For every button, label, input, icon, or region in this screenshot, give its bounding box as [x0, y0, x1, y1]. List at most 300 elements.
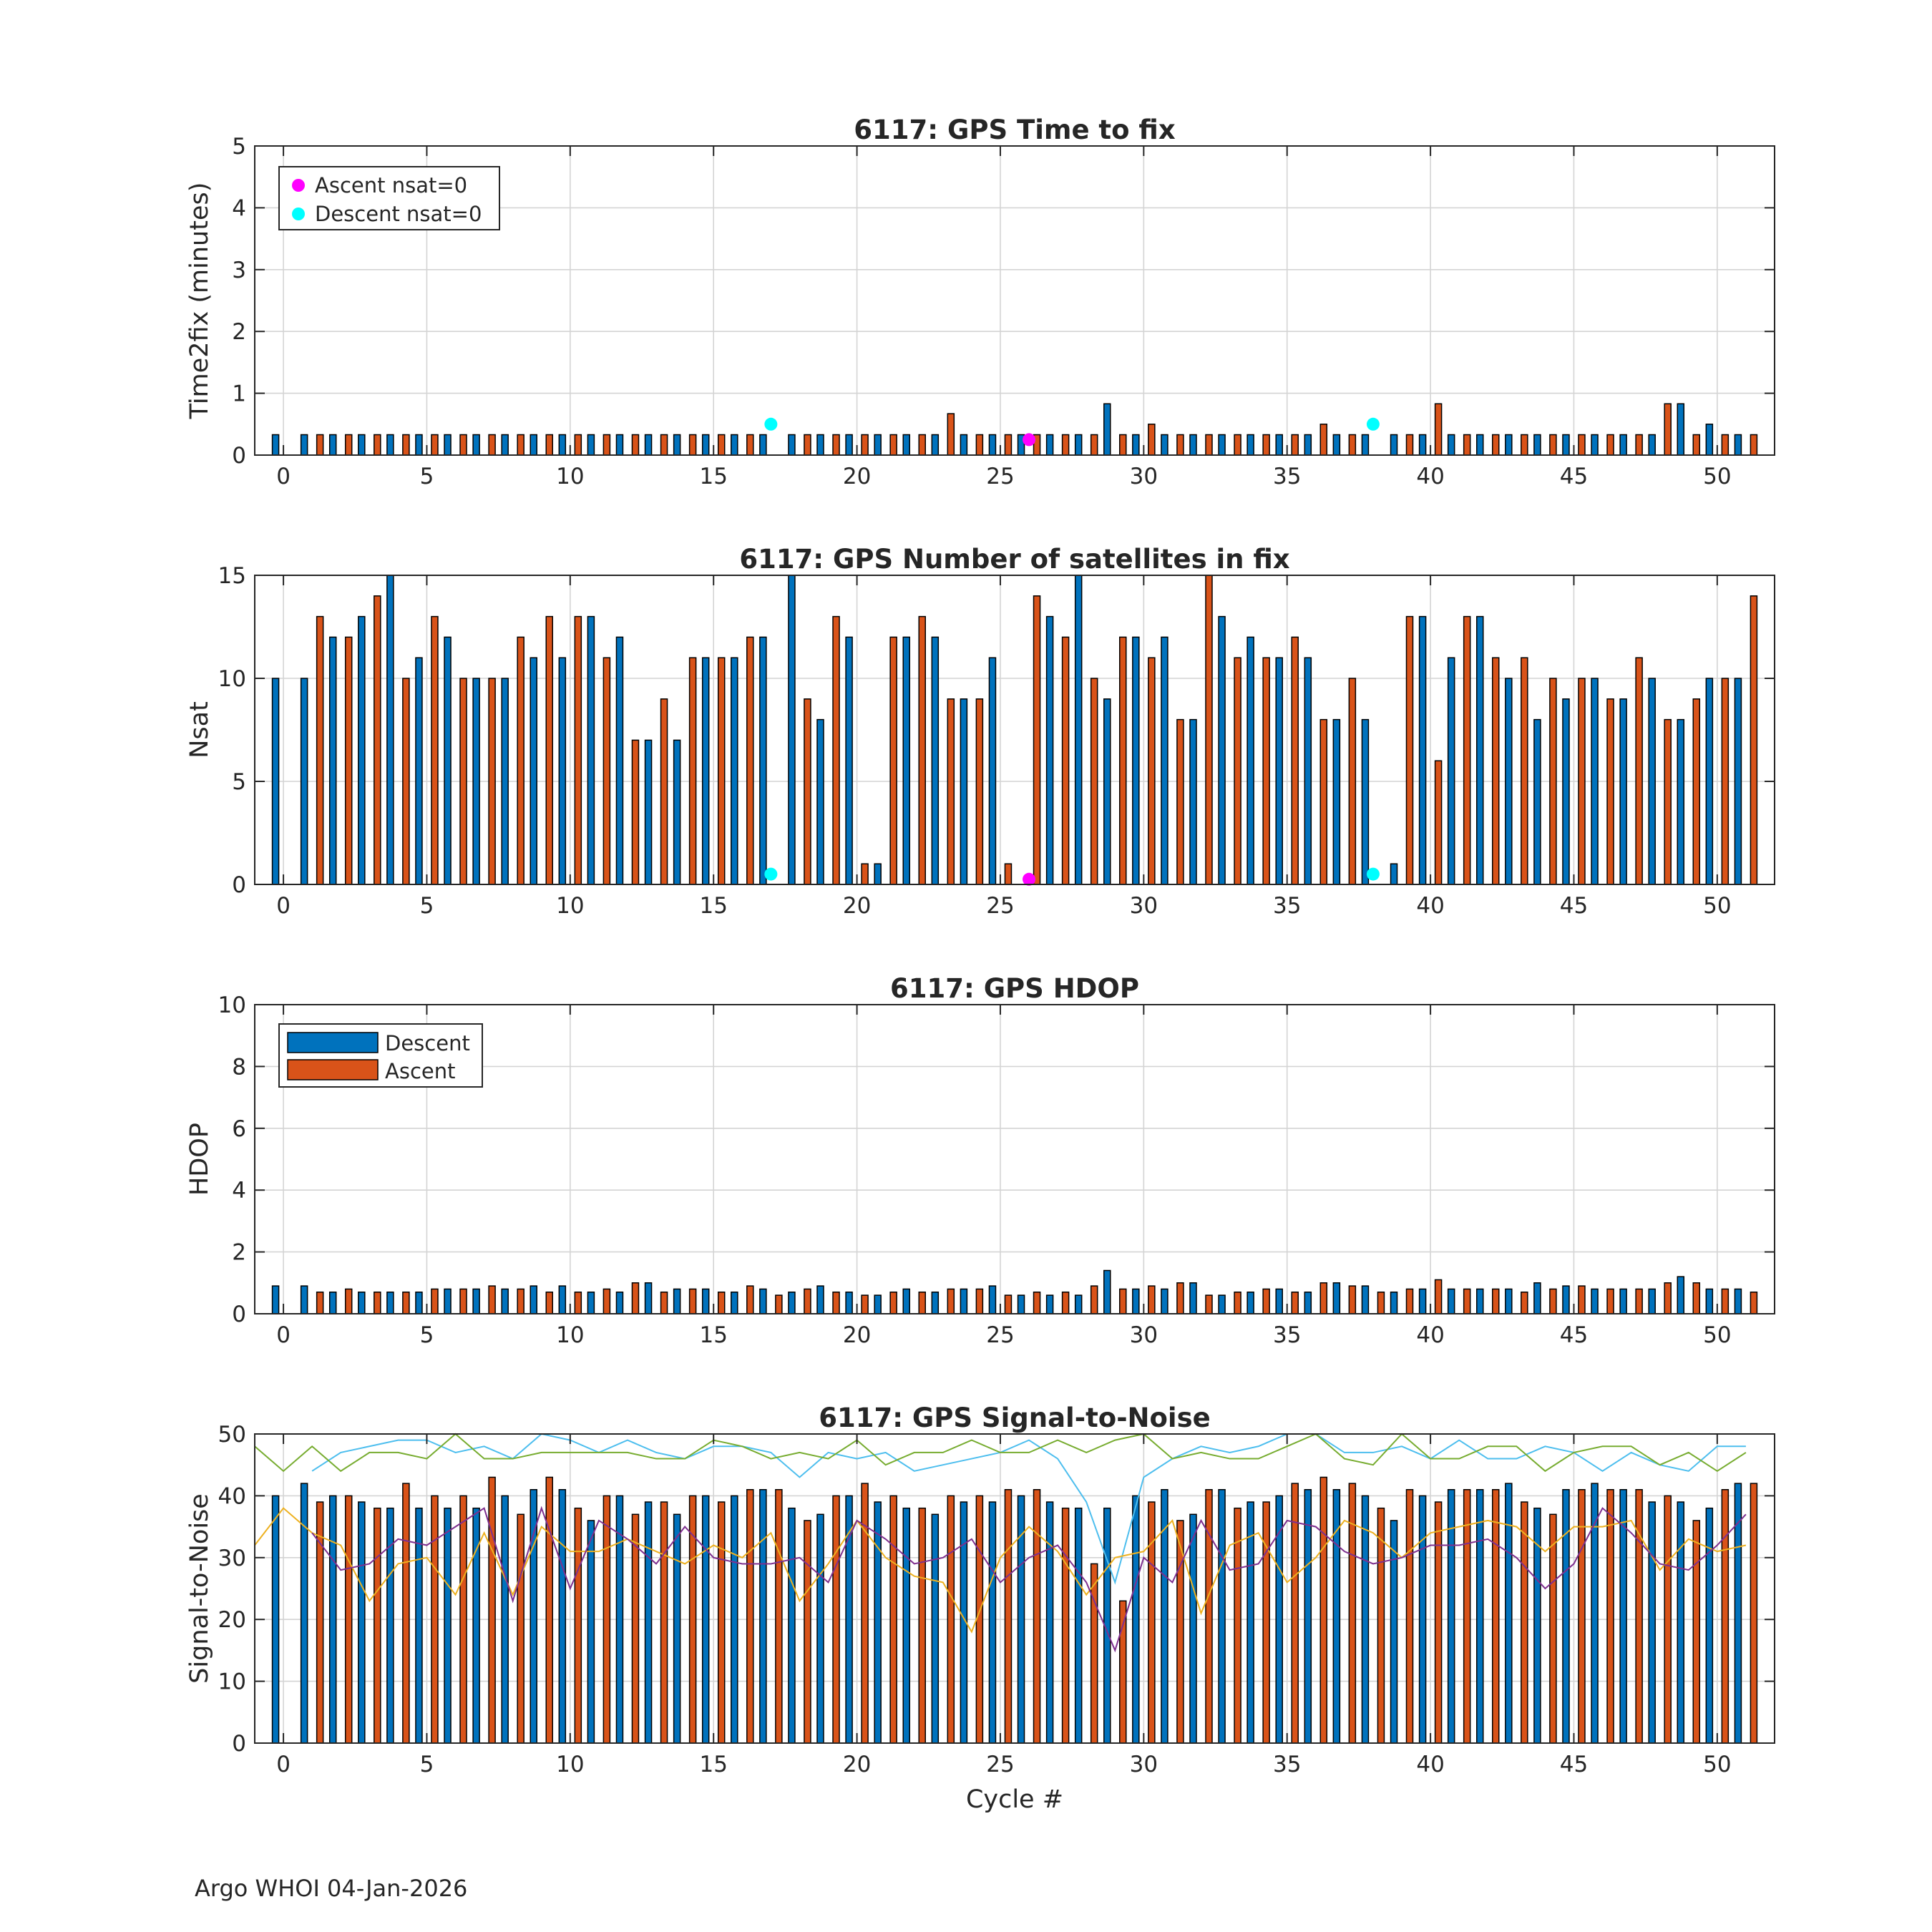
x-tick-label: 0 [276, 464, 291, 489]
bar-ascent-50 [1722, 1289, 1728, 1314]
bar-descent-19 [817, 720, 824, 884]
bar-ascent-32 [1206, 575, 1212, 884]
bar-ascent-13 [661, 699, 668, 884]
y-tick-label: 40 [218, 1483, 246, 1510]
x-tick-label: 20 [842, 464, 872, 489]
bar-ascent-5 [431, 434, 438, 455]
bar-ascent-10 [575, 434, 581, 455]
legend-hdop [279, 1024, 482, 1087]
bar-descent-2 [330, 434, 336, 455]
bar-descent-33 [1219, 1490, 1225, 1743]
bar-descent-13 [645, 740, 652, 884]
bar-descent-8 [502, 678, 508, 884]
bar-descent-6 [444, 637, 451, 884]
legend-label-ascent-nsat0: Ascent nsat=0 [315, 173, 468, 197]
bar-ascent-16 [747, 637, 753, 884]
bar-descent-28 [1075, 1295, 1082, 1314]
bar-descent-6 [444, 1289, 451, 1314]
bar-ascent-8 [517, 1289, 524, 1314]
bar-descent-50 [1706, 1508, 1712, 1743]
bar-ascent-47 [1636, 1490, 1642, 1743]
x-tick-label: 30 [1129, 1752, 1158, 1777]
bar-descent-31 [1161, 1289, 1168, 1314]
bar-descent-28 [1075, 434, 1082, 455]
bar-descent-34 [1247, 637, 1254, 884]
bar-descent-45 [1563, 434, 1569, 455]
bar-ascent-21 [890, 1292, 897, 1314]
bar-descent-32 [1190, 720, 1196, 884]
x-tick-label: 35 [1272, 1322, 1302, 1348]
bar-ascent-36 [1320, 720, 1327, 884]
bar-descent-15 [703, 1289, 709, 1314]
bar-ascent-30 [1148, 424, 1155, 455]
bar-ascent-25 [1005, 434, 1011, 455]
chart-title-hdop: 6117: GPS HDOP [890, 973, 1139, 1004]
x-tick-label: 30 [1129, 1322, 1158, 1348]
bar-ascent-39 [1407, 617, 1413, 884]
bar-descent-40 [1420, 1289, 1426, 1314]
bar-ascent-20 [862, 864, 868, 884]
legend-time-to-fix [279, 167, 499, 230]
bar-descent-7 [473, 1289, 479, 1314]
bar-descent-35 [1276, 658, 1282, 884]
x-tick-label: 5 [419, 1752, 434, 1777]
bar-descent-41 [1448, 434, 1455, 455]
bar-descent-10 [559, 1490, 565, 1743]
bar-ascent-13 [661, 1292, 668, 1314]
bar-descent-39 [1391, 864, 1397, 884]
bar-descent-11 [587, 617, 594, 884]
y-tick-label: 4 [232, 1178, 246, 1204]
bar-descent-10 [559, 658, 565, 884]
bar-descent-51 [1735, 1289, 1741, 1314]
bar-descent-22 [903, 637, 909, 884]
bar-ascent-48 [1664, 404, 1671, 455]
bar-ascent-50 [1722, 1490, 1728, 1743]
bar-descent-41 [1448, 658, 1455, 884]
bar-ascent-8 [517, 434, 524, 455]
bar-descent-8 [502, 1496, 508, 1743]
bar-descent-1 [301, 434, 308, 455]
x-tick-label: 5 [419, 464, 434, 489]
bar-descent-21 [874, 1502, 881, 1743]
bar-descent-51 [1735, 434, 1741, 455]
bar-ascent-46 [1607, 699, 1614, 884]
bar-descent-32 [1190, 1283, 1196, 1314]
bar-ascent-25 [1005, 864, 1011, 884]
bar-ascent-41 [1464, 617, 1470, 884]
x-tick-label: 0 [276, 1752, 291, 1777]
bar-descent-42 [1477, 617, 1483, 884]
bar-ascent-42 [1493, 1289, 1499, 1314]
bar-descent-38 [1362, 1286, 1368, 1314]
bar-ascent-4 [403, 678, 409, 884]
bar-descent-50 [1706, 678, 1712, 884]
bar-ascent-44 [1550, 1289, 1556, 1314]
bar-descent-43 [1506, 1289, 1512, 1314]
bar-descent-12 [616, 637, 623, 884]
bar-descent-29 [1104, 1271, 1111, 1314]
marker-descent-nsat0-17 [764, 868, 777, 881]
bar-ascent-3 [374, 596, 381, 884]
bar-ascent-16 [747, 1490, 753, 1743]
bar-ascent-14 [690, 658, 696, 884]
bar-ascent-44 [1550, 678, 1556, 884]
bar-ascent-23 [947, 414, 954, 455]
bar-descent-17 [760, 434, 766, 455]
bar-descent-3 [358, 617, 365, 884]
y-tick-label: 0 [232, 443, 246, 469]
bar-ascent-10 [575, 1508, 581, 1743]
bar-descent-45 [1563, 1286, 1569, 1314]
bar-descent-45 [1563, 1490, 1569, 1743]
bar-ascent-22 [919, 434, 925, 455]
legend-swatch-ascent [288, 1060, 378, 1080]
bar-ascent-24 [976, 1496, 982, 1743]
y-tick-label: 20 [218, 1607, 246, 1634]
bar-descent-23 [932, 434, 938, 455]
bar-descent-43 [1506, 678, 1512, 884]
x-tick-label: 25 [986, 893, 1015, 919]
y-tick-label: 50 [218, 1422, 246, 1448]
bar-descent-51 [1735, 678, 1741, 884]
bar-ascent-43 [1521, 658, 1528, 884]
bar-descent-48 [1649, 678, 1655, 884]
bar-descent-4 [387, 434, 394, 455]
bar-descent-38 [1362, 434, 1368, 455]
bar-descent-40 [1420, 434, 1426, 455]
bar-ascent-28 [1091, 1286, 1098, 1314]
bar-ascent-27 [1063, 434, 1069, 455]
bar-descent-17 [760, 1490, 766, 1743]
bar-ascent-30 [1148, 1286, 1155, 1314]
bar-ascent-24 [976, 699, 982, 884]
bar-ascent-26 [1034, 596, 1040, 884]
y-tick-label: 5 [232, 134, 246, 160]
bar-descent-23 [932, 637, 938, 884]
bar-descent-8 [502, 434, 508, 455]
bar-ascent-2 [346, 1496, 352, 1743]
x-tick-label: 35 [1272, 1752, 1302, 1777]
x-tick-label: 5 [419, 1322, 434, 1348]
bar-descent-13 [645, 1502, 652, 1743]
bar-ascent-16 [747, 1286, 753, 1314]
bar-descent-7 [473, 678, 479, 884]
bar-descent-36 [1304, 658, 1311, 884]
bar-ascent-19 [833, 617, 839, 884]
bar-ascent-20 [862, 1295, 868, 1314]
bar-ascent-22 [919, 1292, 925, 1314]
bar-descent-16 [731, 434, 738, 455]
bar-ascent-15 [718, 1292, 725, 1314]
bar-ascent-19 [833, 434, 839, 455]
bar-descent-10 [559, 434, 565, 455]
bar-ascent-17 [776, 1490, 782, 1743]
bar-ascent-12 [632, 434, 638, 455]
y-tick-label: 0 [232, 1731, 246, 1757]
x-tick-label: 50 [1703, 464, 1732, 489]
bar-ascent-42 [1493, 434, 1499, 455]
bar-ascent-6 [460, 1496, 467, 1743]
bar-descent-27 [1047, 1295, 1053, 1314]
bar-descent-48 [1649, 1289, 1655, 1314]
x-tick-label: 5 [419, 893, 434, 919]
bar-ascent-12 [632, 1283, 638, 1314]
bar-ascent-32 [1206, 1295, 1212, 1314]
bar-ascent-12 [632, 740, 638, 884]
y-tick-label: 6 [232, 1116, 246, 1142]
bar-descent-31 [1161, 434, 1168, 455]
bar-descent-13 [645, 434, 652, 455]
bar-ascent-19 [833, 1292, 839, 1314]
bar-descent-48 [1649, 1502, 1655, 1743]
bar-descent-19 [817, 1514, 824, 1743]
bar-descent-37 [1333, 720, 1340, 884]
y-tick-label: 2 [232, 1239, 246, 1266]
bar-ascent-35 [1292, 1292, 1298, 1314]
bar-ascent-50 [1722, 434, 1728, 455]
bar-descent-7 [473, 434, 479, 455]
y-tick-label: 0 [232, 872, 246, 898]
bar-ascent-20 [862, 1483, 868, 1743]
bar-descent-31 [1161, 637, 1168, 884]
bar-descent-28 [1075, 575, 1082, 884]
bar-descent-22 [903, 1289, 909, 1314]
bar-descent-49 [1677, 1277, 1684, 1314]
bar-descent-27 [1047, 617, 1053, 884]
marker-descent-nsat0-38 [1367, 418, 1380, 431]
bar-ascent-2 [346, 637, 352, 884]
bar-descent-21 [874, 864, 881, 884]
bar-ascent-18 [804, 699, 811, 884]
bar-descent-19 [817, 1286, 824, 1314]
bar-ascent-1 [317, 1292, 323, 1314]
bar-descent-3 [358, 434, 365, 455]
bar-ascent-30 [1148, 658, 1155, 884]
bar-ascent-15 [718, 658, 725, 884]
bar-descent-24 [960, 434, 967, 455]
bar-descent-48 [1649, 434, 1655, 455]
bar-ascent-4 [403, 1483, 409, 1743]
bar-descent-2 [330, 1496, 336, 1743]
bar-ascent-41 [1464, 434, 1470, 455]
y-tick-label: 10 [218, 1669, 246, 1695]
x-tick-label: 35 [1272, 893, 1302, 919]
footer-credit: Argo WHOI 04-Jan-2026 [195, 1875, 468, 1902]
bar-ascent-28 [1091, 678, 1098, 884]
bar-ascent-35 [1292, 637, 1298, 884]
x-tick-label: 40 [1416, 1322, 1445, 1348]
bar-ascent-15 [718, 434, 725, 455]
bar-ascent-1 [317, 1502, 323, 1743]
bar-descent-29 [1104, 404, 1111, 455]
bar-ascent-9 [546, 617, 552, 884]
bar-ascent-50 [1722, 678, 1728, 884]
bar-ascent-8 [517, 637, 524, 884]
bar-ascent-27 [1063, 637, 1069, 884]
legend-label-descent: Descent [385, 1031, 470, 1055]
bar-ascent-40 [1435, 404, 1442, 455]
x-tick-label: 25 [986, 1752, 1015, 1777]
bar-descent-1 [301, 1286, 308, 1314]
bar-descent-34 [1247, 434, 1254, 455]
bar-descent-14 [674, 740, 680, 884]
bar-ascent-13 [661, 1502, 668, 1743]
bar-ascent-45 [1579, 1490, 1585, 1743]
bar-ascent-18 [804, 1521, 811, 1743]
marker-ascent-nsat0-26 [1023, 433, 1035, 446]
bar-descent-20 [846, 637, 852, 884]
bar-ascent-21 [890, 637, 897, 884]
x-tick-label: 10 [556, 1752, 585, 1777]
bar-ascent-44 [1550, 1514, 1556, 1743]
bar-descent-26 [1018, 1295, 1025, 1314]
bar-descent-23 [932, 1514, 938, 1743]
bar-ascent-1 [317, 617, 323, 884]
bar-ascent-51 [1750, 596, 1757, 884]
bar-descent-17 [760, 637, 766, 884]
bar-descent-11 [587, 434, 594, 455]
bar-descent-6 [444, 434, 451, 455]
bar-descent-31 [1161, 1490, 1168, 1743]
bar-descent-41 [1448, 1289, 1455, 1314]
bar-ascent-11 [603, 434, 610, 455]
bar-descent-12 [616, 434, 623, 455]
bar-descent-5 [416, 1292, 422, 1314]
bar-descent-25 [989, 434, 995, 455]
bar-descent-33 [1219, 1295, 1225, 1314]
bar-descent-15 [703, 434, 709, 455]
x-tick-label: 15 [699, 1752, 728, 1777]
bar-ascent-35 [1292, 434, 1298, 455]
bar-ascent-7 [489, 678, 495, 884]
bar-ascent-19 [833, 1496, 839, 1743]
bar-descent-5 [416, 658, 422, 884]
bar-ascent-5 [431, 1289, 438, 1314]
bar-descent-14 [674, 1289, 680, 1314]
bar-ascent-31 [1177, 434, 1184, 455]
x-tick-label: 45 [1559, 1752, 1589, 1777]
bar-ascent-25 [1005, 1490, 1011, 1743]
y-tick-label: 0 [232, 1302, 246, 1327]
bar-descent-0 [273, 434, 279, 455]
bar-ascent-22 [919, 1508, 925, 1743]
bar-ascent-33 [1234, 658, 1241, 884]
bar-descent-25 [989, 1286, 995, 1314]
x-tick-label: 15 [699, 464, 728, 489]
bar-descent-18 [789, 434, 795, 455]
x-tick-label: 20 [842, 893, 872, 919]
bar-ascent-45 [1579, 1286, 1585, 1314]
x-tick-label: 50 [1703, 1322, 1732, 1348]
bar-descent-0 [273, 678, 279, 884]
bar-descent-36 [1304, 1292, 1311, 1314]
x-tick-label: 10 [556, 464, 585, 489]
bar-ascent-26 [1034, 1292, 1040, 1314]
bar-ascent-27 [1063, 1508, 1069, 1743]
bar-descent-43 [1506, 434, 1512, 455]
bar-ascent-47 [1636, 434, 1642, 455]
y-axis-label-snr: Signal-to-Noise [185, 1493, 214, 1684]
y-tick-label: 10 [218, 992, 246, 1018]
bar-ascent-3 [374, 1292, 381, 1314]
bar-descent-44 [1534, 720, 1541, 884]
bar-ascent-49 [1693, 1283, 1699, 1314]
bar-descent-0 [273, 1286, 279, 1314]
bar-descent-4 [387, 1292, 394, 1314]
x-tick-label: 20 [842, 1752, 872, 1777]
bar-descent-39 [1391, 1292, 1397, 1314]
bar-descent-27 [1047, 434, 1053, 455]
x-tick-label: 10 [556, 1322, 585, 1348]
bar-descent-19 [817, 434, 824, 455]
legend-swatch-ascent-nsat0 [292, 179, 305, 192]
bar-ascent-6 [460, 434, 467, 455]
bar-ascent-41 [1464, 1289, 1470, 1314]
bar-descent-49 [1677, 1502, 1684, 1743]
bar-ascent-49 [1693, 434, 1699, 455]
bar-ascent-30 [1148, 1502, 1155, 1743]
bar-ascent-14 [690, 1289, 696, 1314]
bar-ascent-28 [1091, 434, 1098, 455]
bar-ascent-40 [1435, 1502, 1442, 1743]
bar-descent-9 [530, 1286, 537, 1314]
y-tick-label: 5 [232, 769, 246, 795]
bar-descent-18 [789, 1292, 795, 1314]
x-tick-label: 0 [276, 1322, 291, 1348]
bar-ascent-37 [1349, 1286, 1355, 1314]
bar-descent-35 [1276, 434, 1282, 455]
bar-descent-50 [1706, 1289, 1712, 1314]
y-tick-label: 8 [232, 1054, 246, 1080]
bar-ascent-49 [1693, 1521, 1699, 1743]
x-tick-label: 35 [1272, 464, 1302, 489]
bar-ascent-10 [575, 1292, 581, 1314]
bar-descent-11 [587, 1292, 594, 1314]
bar-ascent-15 [718, 1502, 725, 1743]
bar-descent-22 [903, 434, 909, 455]
x-tick-label: 30 [1129, 464, 1158, 489]
bar-descent-24 [960, 699, 967, 884]
x-tick-label: 15 [699, 1322, 728, 1348]
bar-descent-21 [874, 1295, 881, 1314]
bar-descent-20 [846, 434, 852, 455]
legend-label-ascent: Ascent [385, 1059, 456, 1083]
y-axis-label-time-to-fix: Time2fix (minutes) [185, 182, 214, 419]
bar-ascent-37 [1349, 434, 1355, 455]
bar-ascent-26 [1034, 1490, 1040, 1743]
bar-descent-13 [645, 1283, 652, 1314]
bar-ascent-36 [1320, 424, 1327, 455]
bar-ascent-6 [460, 1289, 467, 1314]
legend-swatch-descent-nsat0 [292, 208, 305, 220]
bar-ascent-7 [489, 1477, 495, 1743]
bar-ascent-16 [747, 434, 753, 455]
y-tick-label: 10 [218, 666, 246, 692]
bar-descent-21 [874, 434, 881, 455]
bar-ascent-29 [1120, 637, 1126, 884]
bar-descent-44 [1534, 434, 1541, 455]
bar-ascent-29 [1120, 1289, 1126, 1314]
bar-ascent-21 [890, 1496, 897, 1743]
bar-descent-28 [1075, 1508, 1082, 1743]
bar-descent-0 [273, 1496, 279, 1743]
bar-ascent-49 [1693, 699, 1699, 884]
marker-descent-nsat0-38 [1367, 868, 1380, 881]
bar-descent-35 [1276, 1289, 1282, 1314]
x-tick-label: 45 [1559, 893, 1589, 919]
bar-descent-30 [1133, 1289, 1139, 1314]
